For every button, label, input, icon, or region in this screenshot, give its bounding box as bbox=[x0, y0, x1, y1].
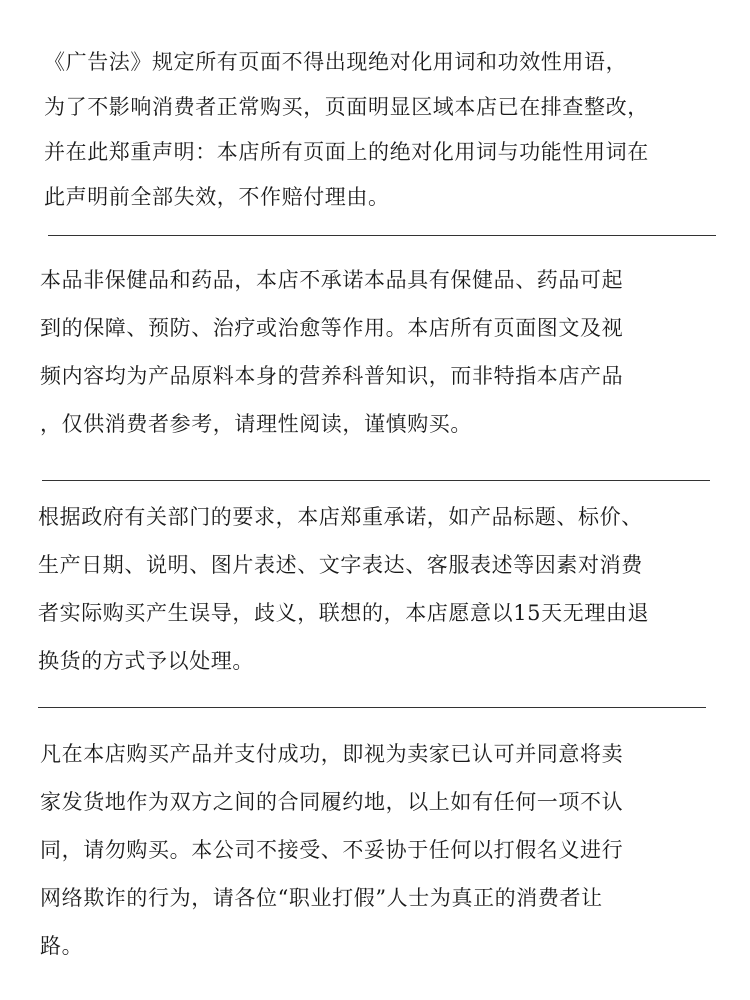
notice-line: 生产日期、说明、图片表述、文字表达、客服表述等因素对消费 bbox=[38, 553, 643, 577]
notice-line: 并在此郑重声明：本店所有页面上的绝对化用词与功能性用词在 bbox=[44, 140, 649, 164]
notice-line: 换货的方式予以处理。 bbox=[38, 649, 254, 673]
notice-line: 路。 bbox=[40, 934, 84, 958]
notice-line: 凡在本店购买产品并支付成功，即视为卖家已认可并同意将卖 bbox=[40, 742, 624, 766]
notice-not-health-product bbox=[40, 256, 623, 448]
notice-line: 此声明前全部失效，不作赔付理由。 bbox=[44, 185, 390, 209]
notice-return-policy bbox=[38, 493, 649, 685]
notice-line: 本品非保健品和药品，本店不承诺本品具有保健品、药品可起 bbox=[40, 268, 624, 292]
section-divider bbox=[38, 707, 706, 708]
section-divider bbox=[42, 480, 710, 481]
notice-purchase-terms bbox=[40, 730, 623, 970]
notice-line: 根据政府有关部门的要求，本店郑重承诺，如产品标题、标价、 bbox=[38, 505, 643, 529]
notice-line: 为了不影响消费者正常购买，页面明显区域本店已在排查整改， bbox=[44, 95, 649, 119]
notice-line: ，仅供消费者参考，请理性阅读，谨慎购买。 bbox=[40, 412, 472, 436]
notice-line: 家发货地作为双方之间的合同履约地，以上如有任何一项不认 bbox=[40, 790, 624, 814]
notice-line: 者实际购买产生误导，歧义，联想的，本店愿意以15天无理由退 bbox=[38, 601, 650, 625]
notice-line: 网络欺诈的行为，请各位“职业打假”人士为真正的消费者让 bbox=[40, 886, 603, 910]
section-divider bbox=[48, 235, 716, 236]
notice-line: 《广告法》规定所有页面不得出现绝对化用词和功效性用语， bbox=[44, 50, 628, 74]
notice-line: 到的保障、预防、治疗或治愈等作用。本店所有页面图文及视 bbox=[40, 316, 624, 340]
notice-line: 频内容均为产品原料本身的营养科普知识，而非特指本店产品 bbox=[40, 364, 624, 388]
notice-line: 同，请勿购买。本公司不接受、不妥协于任何以打假名义进行 bbox=[40, 838, 624, 862]
notice-advertising-law bbox=[44, 40, 649, 220]
